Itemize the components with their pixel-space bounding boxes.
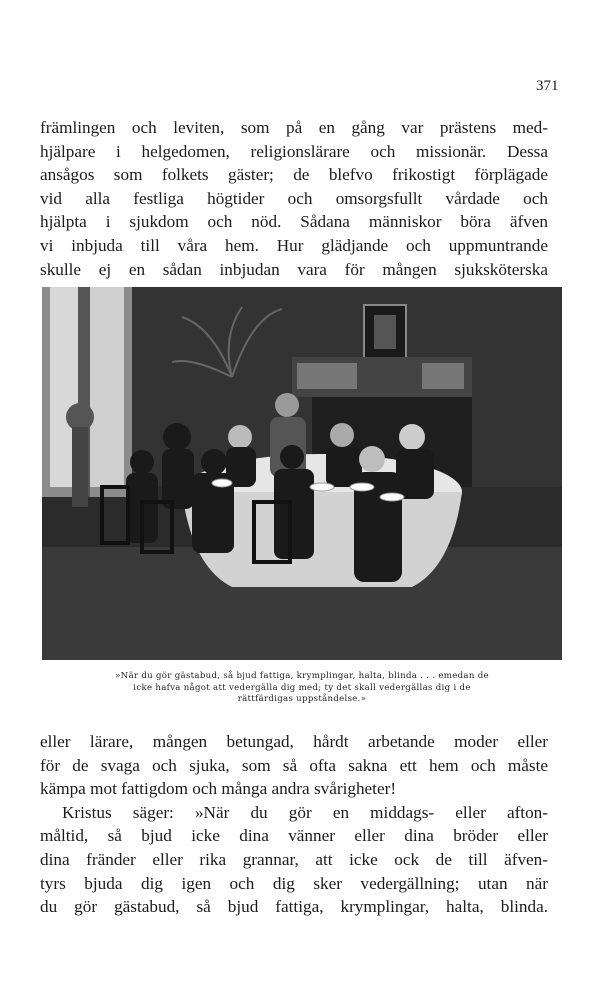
text-line: skulle ej en sådan inbjudan vara för mången sjuksköterska — [40, 259, 548, 279]
text-line: eller lärare, mången betungad, hårdt arbetande moder eller — [40, 732, 548, 751]
text-line: ansågos som folkets gäster; de blefvo frikostigt förplägade — [40, 165, 548, 185]
page-number: 371 — [536, 78, 559, 94]
text-line: vi inbjuda till våra hem. Hur glädjande och uppmuntrande — [40, 235, 548, 255]
text-line: hjälpta i sjukdom och nöd. Sådana människor böra äfven — [40, 212, 548, 232]
text-line: tyrs bjuda dig igen och dig sker vedergällning; utan när — [40, 873, 548, 893]
illustration-caption — [42, 671, 562, 706]
caption-line: rättfärdigas uppståndelse.» — [237, 694, 367, 704]
caption-line: »När du gör gästabud, så bjud fattiga, krymplingar, halta, blinda . . . emedan de — [115, 671, 489, 681]
illustration — [42, 287, 562, 660]
text-line: hjälpare i helgedomen, religionslärare och missionär. Dessa — [40, 141, 548, 161]
text-line: dina fränder eller rika grannar, att icke ock de till äfven- — [40, 849, 548, 869]
body-text-top — [40, 116, 548, 281]
text-line: främlingen och leviten, som på en gång var prästens med- — [40, 118, 548, 137]
text-line: för de svaga och sjuka, som så ofta sakna ett hem och måste — [40, 755, 548, 775]
text-line: kämpa mot fattigdom och många andra svårigheter! — [40, 779, 397, 799]
text-line: måltid, så bjud icke dina vänner eller dina bröder eller — [40, 826, 548, 846]
caption-line: icke hafva något att vedergälla dig med; ty det skall vedergällas dig i de — [133, 682, 471, 693]
dinner-scene-illustration — [42, 287, 562, 660]
body-text-bottom — [40, 730, 548, 919]
text-line: vid alla festliga högtider och omsorgsfullt vårdade och — [40, 188, 548, 208]
text-line: Kristus säger: »När du gör en middags- eller afton- — [62, 802, 548, 822]
text-line: du gör gästabud, så bjud fattiga, krymplingar, halta, blinda. — [40, 897, 548, 917]
